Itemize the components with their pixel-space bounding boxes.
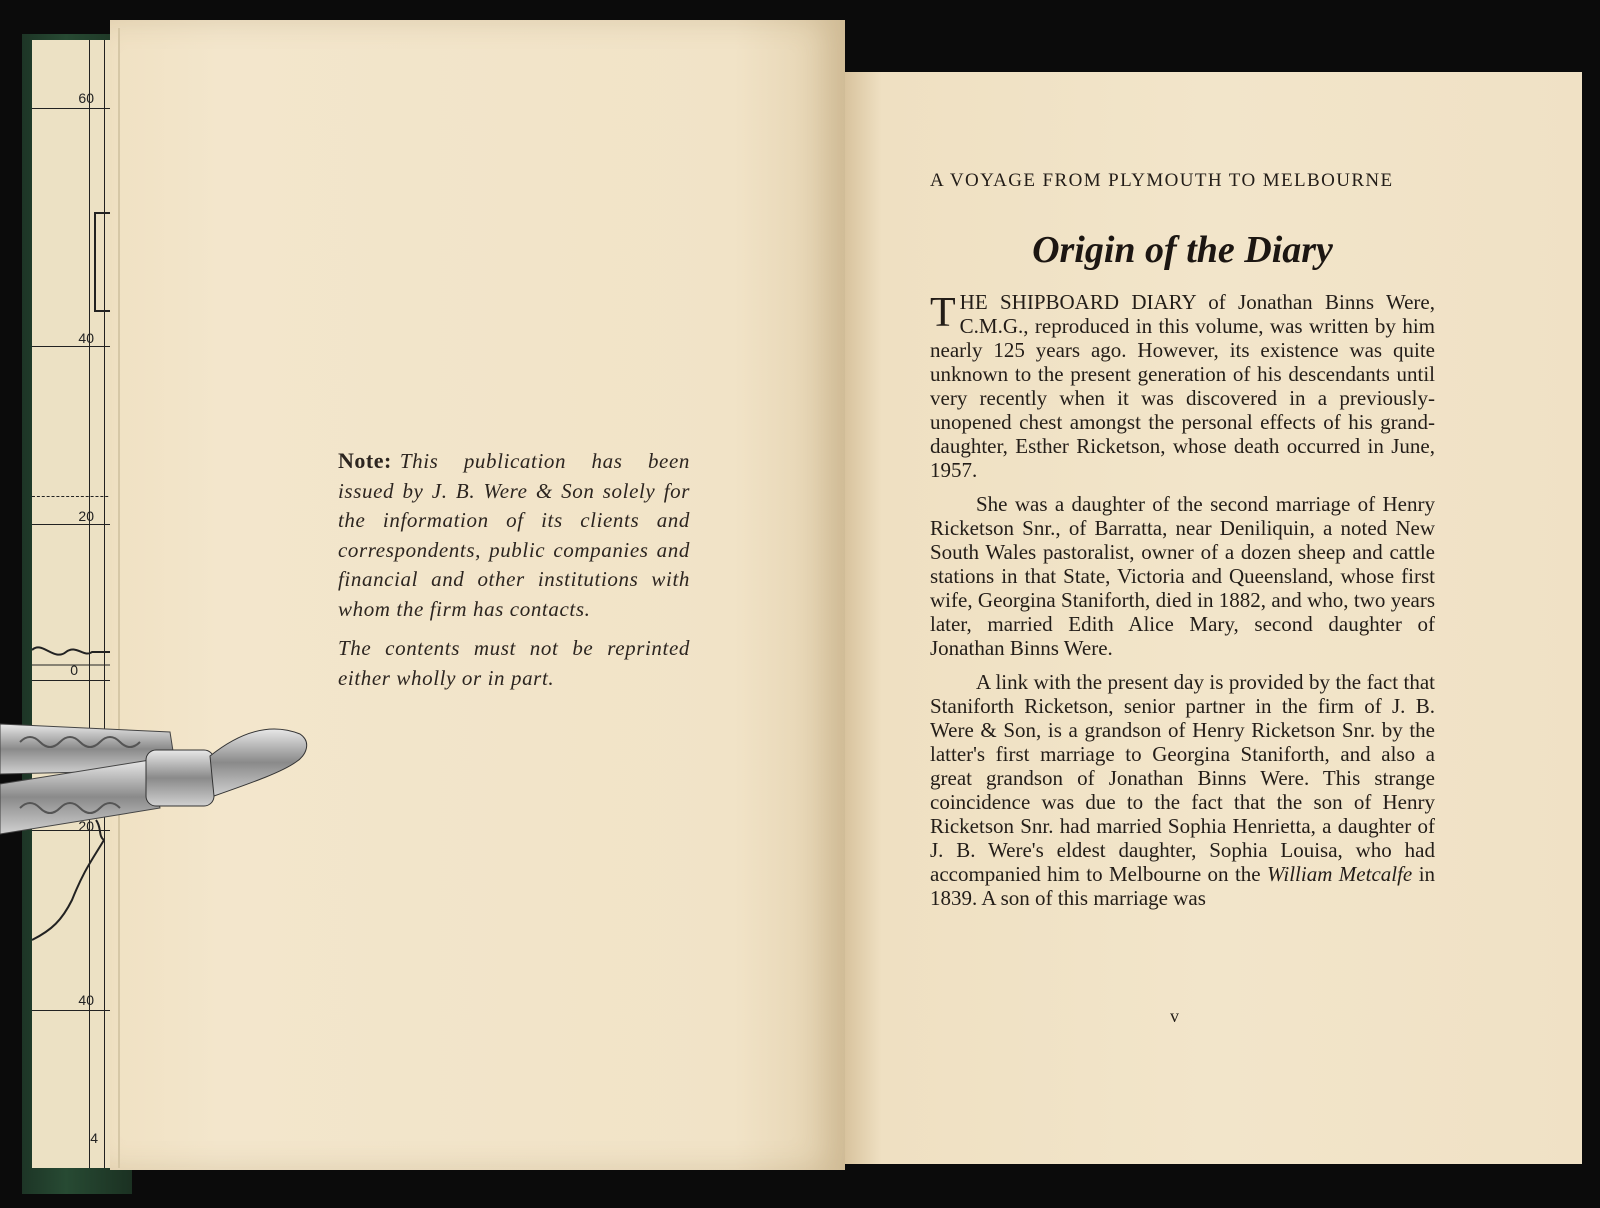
map-latitude-label: 60 [78,90,94,106]
map-latitude-label: 20 [78,818,94,834]
page-number: v [1170,1006,1179,1026]
map-latitude-label: 40 [78,330,94,346]
running-head: A VOYAGE FROM PLYMOUTH TO MELBOURNE [930,170,1394,191]
coastline-drawing [32,40,118,1168]
map-latitude-label: 0 [70,662,78,678]
note-body: This publication has been issued by J. B. Were & Son solely for the information of its clients and correspondents, public companies and financial and other institutions with whom the firm has contacts. [338,449,690,621]
chapter-title: Origin of the Diary [1032,229,1333,271]
map-endpaper [32,40,119,1168]
bookmark-clip [0,712,320,842]
map-latitude-label: 40 [78,992,94,1008]
page-edge [118,28,120,1168]
note-lead: Note: [338,448,392,473]
map-latitude-label: 20 [78,508,94,524]
drop-cap: T [930,290,956,336]
ship-name: William Metcalfe [1267,862,1413,886]
note-reprint-warning: The contents must not be reprinted either wholly or in part. [338,636,690,690]
chapter-body [930,290,1435,920]
paragraph-3: A link with the present day is provided by the fact that Staniforth Ricketson, senior partner in the firm of J. B. Were & Son, is a grandson of Henry Ricketson Snr. by the latter's first marriage to Georgina Staniforth, and also a great grandson of Jonathan Binns Were. This strange coincidence was due to the fact that the son of Henry Ricketson Snr. had married Sophia Henrietta, a daughter of J. B. Were's eldest daughter, Sophia Louisa, who had accompanied him to Melbourne on the William Metcalfe in 1839. A son of this marriage was [930,670,1436,910]
paragraph-2: She was a daughter of the second marriage of Henry Ricketson Snr., of Barratta, near Deniliquin, a noted New South Wales pastoralist, owner of a dozen sheep and cattle stations in that State, Victoria and Queensland, whose first wife, Georgina Staniforth, died in 1882, and who, two years later, married Edith Alice Mary, second daughter of Jonathan Binns Were. [930,492,1435,660]
publication-note [338,446,690,703]
paragraph-1: THE SHIPBOARD DIARY of Jonathan Binns Were, C.M.G., reproduced in this volume, was written by him nearly 125 years ago. However, its existence was quite unknown to the present generation of his descendants until very recently when it was discovered in a previously-unopened chest amongst the personal effects of his grand-daughter, Esther Ricketson, whose death occurred in June, 1957. [930,290,1435,482]
map-latitude-label: 4 [90,1130,98,1146]
